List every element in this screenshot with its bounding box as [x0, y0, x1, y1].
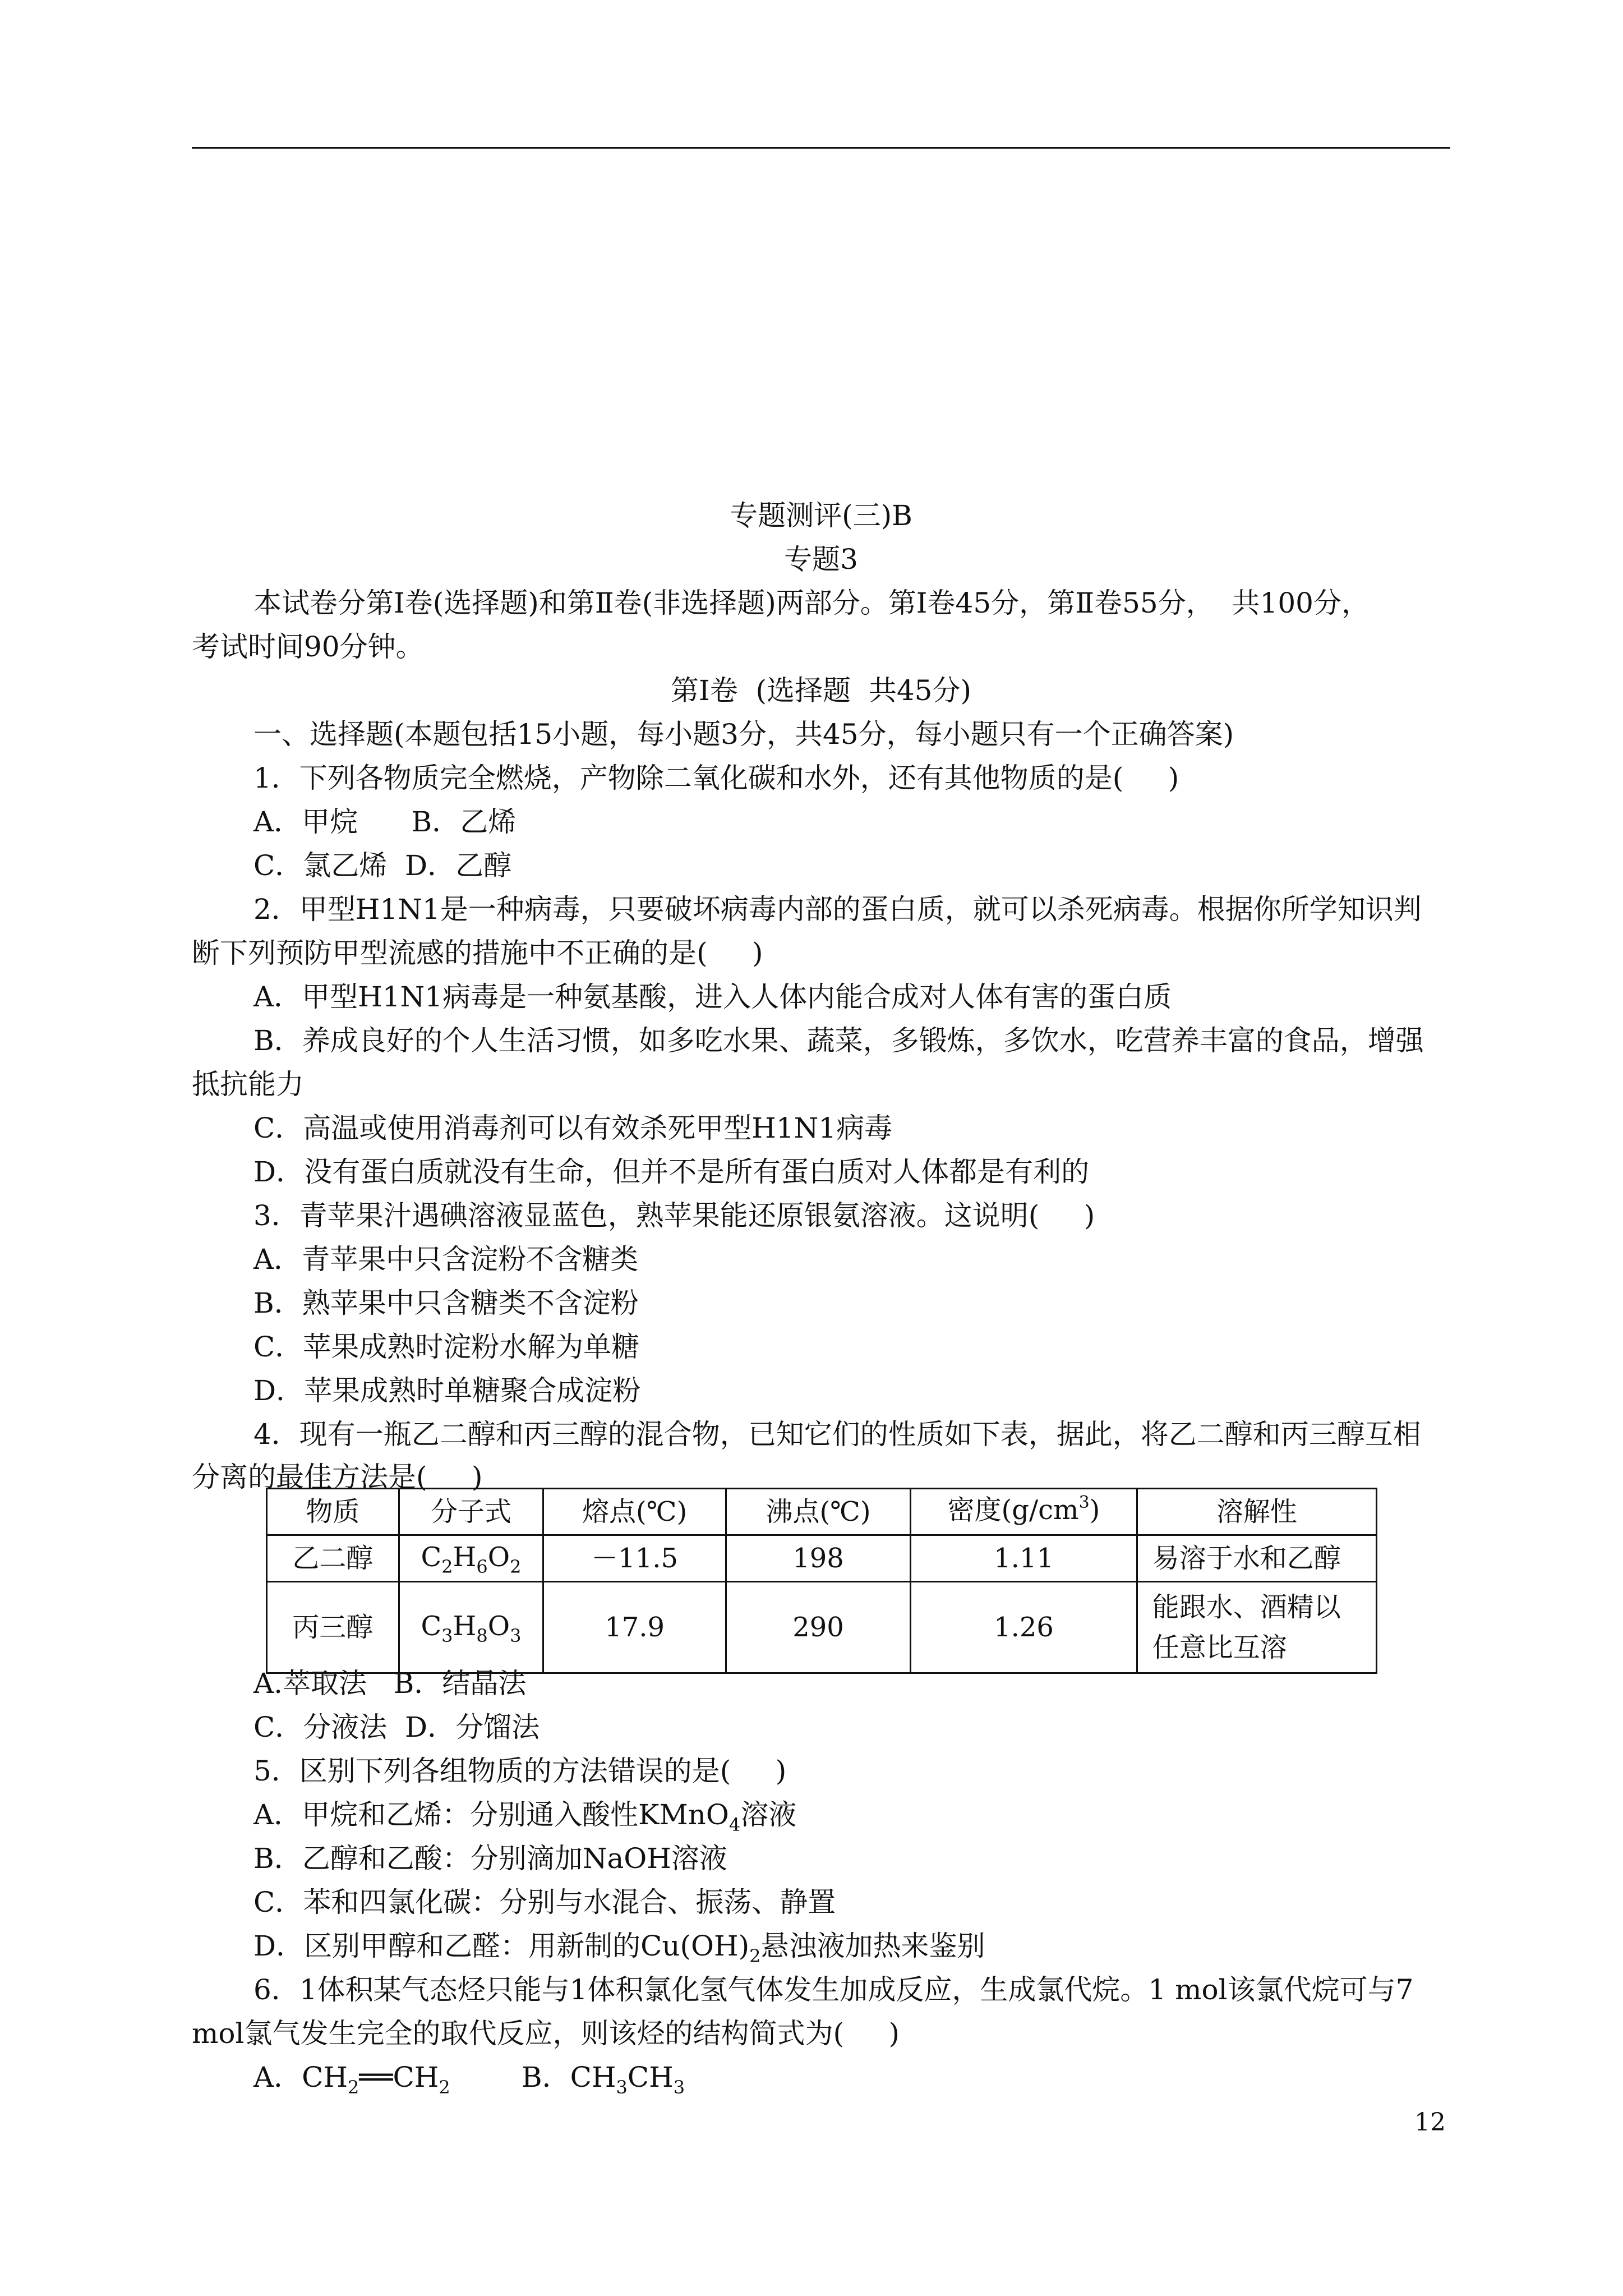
- header-formula: 分子式: [399, 1489, 543, 1535]
- q4-stem-2: 分离的最佳方法是( ): [192, 1461, 483, 1493]
- table-header-row: [267, 1489, 1377, 1535]
- header-rule: [192, 147, 1450, 149]
- cell-solubility: 易溶于水和乙醇: [1137, 1535, 1376, 1582]
- table-row: [267, 1582, 1377, 1673]
- q5-option-c: C．苯和四氯化碳：分别与水混合、振荡、静置: [253, 1886, 836, 1918]
- q2-stem-2: 断下列预防甲型流感的措施中不正确的是( ): [192, 937, 763, 969]
- q4-options-ab: A.萃取法 B．结晶法: [253, 1667, 527, 1700]
- header-melting-point: 熔点(℃): [543, 1489, 726, 1535]
- intro-line-1: 本试卷分第Ⅰ卷(选择题)和第Ⅱ卷(非选择题)两部分。第Ⅰ卷45分，第Ⅱ卷55分， 共100分，: [253, 587, 1370, 619]
- header-boiling-point: 沸点(℃): [726, 1489, 910, 1535]
- header-solubility: 溶解性: [1137, 1489, 1376, 1535]
- cell-melting-point: －11.5: [543, 1535, 726, 1582]
- doc-subtitle: 专题3: [784, 543, 858, 576]
- cell-boiling-point: 198: [726, 1535, 910, 1582]
- q4-options-cd: C．分液法 D．分馏法: [253, 1711, 540, 1743]
- doc-title: 专题测评(三)B: [730, 499, 912, 532]
- cell-formula: $C_3H_8O_3$: [399, 1582, 543, 1673]
- intro-line-2: 考试时间90分钟。: [192, 631, 424, 663]
- cell-solubility: 能跟水、酒精以 任意比互溶: [1137, 1582, 1376, 1673]
- cell-density: 1.26: [911, 1582, 1137, 1673]
- cell-density: 1.11: [911, 1535, 1137, 1582]
- part-heading: 一、选择题(本题包括15小题，每小题3分，共45分，每小题只有一个正确答案): [253, 718, 1234, 751]
- q2-option-a: A．甲型H1N1病毒是一种氨基酸，进入人体内能合成对人体有害的蛋白质: [253, 981, 1172, 1013]
- q5-option-b: B．乙醇和乙酸：分别滴加NaOH溶液: [253, 1842, 727, 1875]
- q2-option-b-1: B．养成良好的个人生活习惯，如多吃水果、蔬菜，多锻炼，多饮水，吃营养丰富的食品，增强: [253, 1024, 1424, 1057]
- cell-boiling-point: 290: [726, 1582, 910, 1673]
- q2-stem-1: 2．甲型H1N1是一种病毒，只要破坏病毒内部的蛋白质，就可以杀死病毒。根据你所学知识判: [253, 893, 1422, 926]
- q3-option-b: B．熟苹果中只含糖类不含淀粉: [253, 1287, 639, 1319]
- cell-name: 丙三醇: [267, 1582, 399, 1673]
- cell-formula: $C_2H_6O_2$: [399, 1535, 543, 1582]
- q1-options-cd: C．氯乙烯 D．乙醇: [253, 849, 512, 882]
- q2-option-c: C．高温或使用消毒剂可以有效杀死甲型H1N1病毒: [253, 1112, 893, 1144]
- q5-option-d: D．区别甲醇和乙醛：用新制的$Cu(OH)_2$悬浊液加热来鉴别: [253, 1930, 985, 1967]
- q2-option-d: D．没有蛋白质就没有生命，但并不是所有蛋白质对人体都是有利的: [253, 1156, 1090, 1188]
- table-row: [267, 1535, 1377, 1582]
- section-heading: 第Ⅰ卷 (选择题 共45分): [671, 674, 971, 707]
- q3-option-c: C．苹果成熟时淀粉水解为单糖: [253, 1331, 640, 1363]
- q3-option-d: D．苹果成熟时单糖聚合成淀粉: [253, 1374, 641, 1407]
- q6-options-ab: A．$CH_2══CH_2$ B．$CH_3CH_3$: [253, 2061, 685, 2098]
- q1-options-ab: A．甲烷 B．乙烯: [253, 806, 517, 838]
- q4-stem-1: 4．现有一瓶乙二醇和丙三醇的混合物，已知它们的性质如下表，据此，将乙二醇和丙三醇互相: [253, 1418, 1421, 1451]
- cell-melting-point: 17.9: [543, 1582, 726, 1673]
- q5-option-a: A．甲烷和乙烯：分别通入酸性KMnO$_4$溶液: [253, 1798, 797, 1835]
- q3-option-a: A．青苹果中只含淀粉不含糖类: [253, 1243, 639, 1276]
- q2-option-b-2: 抵抗能力: [192, 1068, 304, 1101]
- q5-stem: 5．区别下列各组物质的方法错误的是( ): [253, 1755, 787, 1787]
- q6-stem-1: 6．1体积某气态烃只能与1体积氯化氢气体发生加成反应，生成氯代烷。1 mol该氯代烷可与7: [253, 1973, 1414, 2006]
- header-density: 密度$(g/cm^3)$: [911, 1489, 1137, 1535]
- q6-stem-2: mol氯气发生完全的取代反应，则该烃的结构简式为( ): [192, 2017, 900, 2050]
- property-table: [266, 1488, 1377, 1674]
- cell-name: 乙二醇: [267, 1535, 399, 1582]
- q1-stem: 1．下列各物质完全燃烧，产物除二氧化碳和水外，还有其他物质的是( ): [253, 762, 1179, 794]
- header-substance: 物质: [267, 1489, 399, 1535]
- page-number: 12: [1414, 2108, 1446, 2137]
- q3-stem: 3．青苹果汁遇碘溶液显蓝色，熟苹果能还原银氨溶液。这说明( ): [253, 1199, 1095, 1232]
